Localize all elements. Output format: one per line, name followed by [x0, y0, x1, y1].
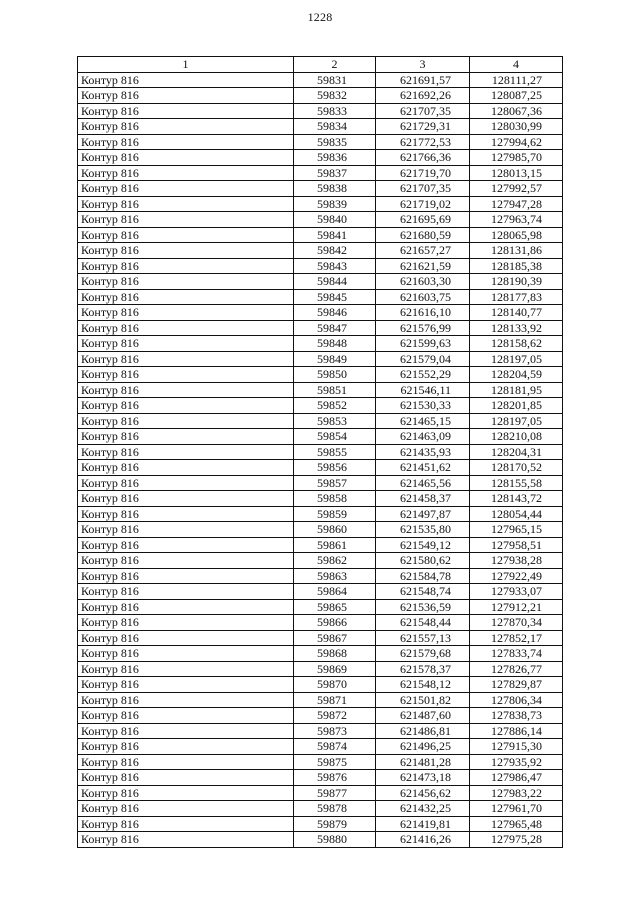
point-number-cell: 59852: [294, 398, 376, 414]
contour-name-cell: Контур 816: [78, 584, 294, 600]
x-coordinate-cell: 621603,30: [376, 274, 470, 290]
point-number-cell: 59860: [294, 522, 376, 538]
point-number-cell: 59839: [294, 196, 376, 212]
point-number-cell: 59838: [294, 181, 376, 197]
contour-name-cell: Контур 816: [78, 801, 294, 817]
contour-name-cell: Контур 816: [78, 537, 294, 553]
contour-name-cell: Контур 816: [78, 165, 294, 181]
point-number-cell: 59834: [294, 119, 376, 135]
y-coordinate-cell: 128204,31: [470, 444, 563, 460]
y-coordinate-cell: 127852,17: [470, 630, 563, 646]
table-row: [78, 382, 563, 398]
contour-name-cell: Контур 816: [78, 677, 294, 693]
contour-name-cell: Контур 816: [78, 522, 294, 538]
x-coordinate-cell: 621548,74: [376, 584, 470, 600]
point-number-cell: 59869: [294, 661, 376, 677]
x-coordinate-cell: 621766,36: [376, 150, 470, 166]
y-coordinate-cell: 128204,59: [470, 367, 563, 383]
y-coordinate-cell: 127994,62: [470, 134, 563, 150]
table-row: [78, 677, 563, 693]
contour-name-cell: Контур 816: [78, 181, 294, 197]
contour-name-cell: Контур 816: [78, 212, 294, 228]
table-row: [78, 103, 563, 119]
y-coordinate-cell: 128111,27: [470, 72, 563, 88]
point-number-cell: 59844: [294, 274, 376, 290]
x-coordinate-cell: 621501,82: [376, 692, 470, 708]
point-number-cell: 59875: [294, 754, 376, 770]
y-coordinate-cell: 128065,98: [470, 227, 563, 243]
contour-name-cell: Контур 816: [78, 305, 294, 321]
contour-name-cell: Контур 816: [78, 320, 294, 336]
column-header-1: 1: [78, 57, 294, 73]
point-number-cell: 59840: [294, 212, 376, 228]
y-coordinate-cell: 127806,34: [470, 692, 563, 708]
table-row: [78, 150, 563, 166]
point-number-cell: 59832: [294, 88, 376, 104]
contour-name-cell: Контур 816: [78, 770, 294, 786]
x-coordinate-cell: 621546,11: [376, 382, 470, 398]
point-number-cell: 59837: [294, 165, 376, 181]
x-coordinate-cell: 621599,63: [376, 336, 470, 352]
y-coordinate-cell: 128197,05: [470, 351, 563, 367]
table-row: [78, 243, 563, 259]
y-coordinate-cell: 127992,57: [470, 181, 563, 197]
y-coordinate-cell: 128197,05: [470, 413, 563, 429]
x-coordinate-cell: 621416,26: [376, 832, 470, 848]
contour-name-cell: Контур 816: [78, 134, 294, 150]
table-row: [78, 739, 563, 755]
x-coordinate-cell: 621580,62: [376, 553, 470, 569]
x-coordinate-cell: 621458,37: [376, 491, 470, 507]
point-number-cell: 59855: [294, 444, 376, 460]
point-number-cell: 59843: [294, 258, 376, 274]
y-coordinate-cell: 128131,86: [470, 243, 563, 259]
y-coordinate-cell: 127935,92: [470, 754, 563, 770]
contour-name-cell: Контур 816: [78, 429, 294, 445]
table-row: [78, 134, 563, 150]
x-coordinate-cell: 621463,09: [376, 429, 470, 445]
point-number-cell: 59862: [294, 553, 376, 569]
table-row: [78, 816, 563, 832]
x-coordinate-cell: 621719,70: [376, 165, 470, 181]
table-row: [78, 119, 563, 135]
x-coordinate-cell: 621549,12: [376, 537, 470, 553]
y-coordinate-cell: 127983,22: [470, 785, 563, 801]
table-row: [78, 351, 563, 367]
y-coordinate-cell: 127886,14: [470, 723, 563, 739]
y-coordinate-cell: 128177,83: [470, 289, 563, 305]
contour-name-cell: Контур 816: [78, 88, 294, 104]
table-row: [78, 630, 563, 646]
point-number-cell: 59866: [294, 615, 376, 631]
point-number-cell: 59870: [294, 677, 376, 693]
point-number-cell: 59831: [294, 72, 376, 88]
point-number-cell: 59858: [294, 491, 376, 507]
contour-name-cell: Контур 816: [78, 243, 294, 259]
x-coordinate-cell: 621481,28: [376, 754, 470, 770]
table-row: [78, 227, 563, 243]
table-row: [78, 553, 563, 569]
table-row: [78, 785, 563, 801]
contour-name-cell: Контур 816: [78, 289, 294, 305]
contour-name-cell: Контур 816: [78, 227, 294, 243]
contour-name-cell: Контур 816: [78, 739, 294, 755]
table-row: [78, 196, 563, 212]
table-row: [78, 336, 563, 352]
table-row: [78, 801, 563, 817]
point-number-cell: 59850: [294, 367, 376, 383]
y-coordinate-cell: 128030,99: [470, 119, 563, 135]
contour-name-cell: Контур 816: [78, 553, 294, 569]
contour-name-cell: Контур 816: [78, 661, 294, 677]
contour-name-cell: Контур 816: [78, 413, 294, 429]
table-row: [78, 88, 563, 104]
y-coordinate-cell: 127829,87: [470, 677, 563, 693]
x-coordinate-cell: 621603,75: [376, 289, 470, 305]
table-row: [78, 305, 563, 321]
x-coordinate-cell: 621616,10: [376, 305, 470, 321]
y-coordinate-cell: 127922,49: [470, 568, 563, 584]
x-coordinate-cell: 621579,04: [376, 351, 470, 367]
contour-name-cell: Контур 816: [78, 708, 294, 724]
point-number-cell: 59865: [294, 599, 376, 615]
table-row: [78, 413, 563, 429]
x-coordinate-cell: 621548,44: [376, 615, 470, 631]
point-number-cell: 59835: [294, 134, 376, 150]
point-number-cell: 59833: [294, 103, 376, 119]
contour-name-cell: Контур 816: [78, 72, 294, 88]
contour-name-cell: Контур 816: [78, 351, 294, 367]
table-row: [78, 646, 563, 662]
point-number-cell: 59868: [294, 646, 376, 662]
x-coordinate-cell: 621435,93: [376, 444, 470, 460]
contour-name-cell: Контур 816: [78, 630, 294, 646]
table-row: [78, 522, 563, 538]
table-row: [78, 584, 563, 600]
x-coordinate-cell: 621691,57: [376, 72, 470, 88]
point-number-cell: 59864: [294, 584, 376, 600]
point-number-cell: 59867: [294, 630, 376, 646]
table-row: [78, 754, 563, 770]
point-number-cell: 59848: [294, 336, 376, 352]
point-number-cell: 59876: [294, 770, 376, 786]
y-coordinate-cell: 128201,85: [470, 398, 563, 414]
table-row: [78, 444, 563, 460]
contour-name-cell: Контур 816: [78, 816, 294, 832]
y-coordinate-cell: 127915,30: [470, 739, 563, 755]
table-row: [78, 832, 563, 848]
x-coordinate-cell: 621465,15: [376, 413, 470, 429]
column-header-4: 4: [470, 57, 563, 73]
x-coordinate-cell: 621621,59: [376, 258, 470, 274]
table-header-row: [78, 57, 563, 73]
x-coordinate-cell: 621719,02: [376, 196, 470, 212]
point-number-cell: 59861: [294, 537, 376, 553]
contour-name-cell: Контур 816: [78, 723, 294, 739]
table-row: [78, 165, 563, 181]
point-number-cell: 59871: [294, 692, 376, 708]
x-coordinate-cell: 621576,99: [376, 320, 470, 336]
coordinates-table: [77, 56, 563, 848]
contour-name-cell: Контур 816: [78, 646, 294, 662]
x-coordinate-cell: 621548,12: [376, 677, 470, 693]
x-coordinate-cell: 621772,53: [376, 134, 470, 150]
contour-name-cell: Контур 816: [78, 196, 294, 212]
point-number-cell: 59879: [294, 816, 376, 832]
contour-name-cell: Контур 816: [78, 785, 294, 801]
contour-name-cell: Контур 816: [78, 336, 294, 352]
y-coordinate-cell: 128143,72: [470, 491, 563, 507]
contour-name-cell: Контур 816: [78, 832, 294, 848]
y-coordinate-cell: 128133,92: [470, 320, 563, 336]
contour-name-cell: Контур 816: [78, 754, 294, 770]
x-coordinate-cell: 621497,87: [376, 506, 470, 522]
contour-name-cell: Контур 816: [78, 692, 294, 708]
x-coordinate-cell: 621419,81: [376, 816, 470, 832]
x-coordinate-cell: 621486,81: [376, 723, 470, 739]
point-number-cell: 59836: [294, 150, 376, 166]
y-coordinate-cell: 128181,95: [470, 382, 563, 398]
y-coordinate-cell: 127985,70: [470, 150, 563, 166]
x-coordinate-cell: 621496,25: [376, 739, 470, 755]
y-coordinate-cell: 128190,39: [470, 274, 563, 290]
column-header-3: 3: [376, 57, 470, 73]
table-row: [78, 723, 563, 739]
table-row: [78, 692, 563, 708]
table-row: [78, 320, 563, 336]
point-number-cell: 59853: [294, 413, 376, 429]
table-row: [78, 537, 563, 553]
y-coordinate-cell: 128013,15: [470, 165, 563, 181]
contour-name-cell: Контур 816: [78, 506, 294, 522]
y-coordinate-cell: 128210,08: [470, 429, 563, 445]
x-coordinate-cell: 621536,59: [376, 599, 470, 615]
table-row: [78, 770, 563, 786]
table-row: [78, 181, 563, 197]
y-coordinate-cell: 127833,74: [470, 646, 563, 662]
y-coordinate-cell: 128067,36: [470, 103, 563, 119]
y-coordinate-cell: 128155,58: [470, 475, 563, 491]
y-coordinate-cell: 128140,77: [470, 305, 563, 321]
point-number-cell: 59880: [294, 832, 376, 848]
point-number-cell: 59847: [294, 320, 376, 336]
point-number-cell: 59859: [294, 506, 376, 522]
contour-name-cell: Контур 816: [78, 150, 294, 166]
contour-name-cell: Контур 816: [78, 475, 294, 491]
point-number-cell: 59874: [294, 739, 376, 755]
page-number: 1228: [307, 10, 333, 24]
y-coordinate-cell: 128158,62: [470, 336, 563, 352]
x-coordinate-cell: 621451,62: [376, 460, 470, 476]
point-number-cell: 59856: [294, 460, 376, 476]
point-number-cell: 59846: [294, 305, 376, 321]
point-number-cell: 59845: [294, 289, 376, 305]
y-coordinate-cell: 127838,73: [470, 708, 563, 724]
point-number-cell: 59849: [294, 351, 376, 367]
table-row: [78, 258, 563, 274]
x-coordinate-cell: 621578,37: [376, 661, 470, 677]
table-row: [78, 491, 563, 507]
contour-name-cell: Контур 816: [78, 103, 294, 119]
y-coordinate-cell: 127826,77: [470, 661, 563, 677]
contour-name-cell: Контур 816: [78, 615, 294, 631]
y-coordinate-cell: 128185,38: [470, 258, 563, 274]
y-coordinate-cell: 128087,25: [470, 88, 563, 104]
table-row: [78, 568, 563, 584]
y-coordinate-cell: 127938,28: [470, 553, 563, 569]
x-coordinate-cell: 621535,80: [376, 522, 470, 538]
point-number-cell: 59863: [294, 568, 376, 584]
table-row: [78, 460, 563, 476]
x-coordinate-cell: 621695,69: [376, 212, 470, 228]
contour-name-cell: Контур 816: [78, 491, 294, 507]
y-coordinate-cell: 127975,28: [470, 832, 563, 848]
x-coordinate-cell: 621530,33: [376, 398, 470, 414]
table-row: [78, 72, 563, 88]
table-body: [78, 72, 563, 847]
table-row: [78, 274, 563, 290]
x-coordinate-cell: 621557,13: [376, 630, 470, 646]
x-coordinate-cell: 621432,25: [376, 801, 470, 817]
x-coordinate-cell: 621707,35: [376, 103, 470, 119]
x-coordinate-cell: 621552,29: [376, 367, 470, 383]
y-coordinate-cell: 127912,21: [470, 599, 563, 615]
table-row: [78, 429, 563, 445]
x-coordinate-cell: 621473,18: [376, 770, 470, 786]
point-number-cell: 59851: [294, 382, 376, 398]
x-coordinate-cell: 621456,62: [376, 785, 470, 801]
y-coordinate-cell: 127986,47: [470, 770, 563, 786]
contour-name-cell: Контур 816: [78, 460, 294, 476]
contour-name-cell: Контур 816: [78, 398, 294, 414]
point-number-cell: 59877: [294, 785, 376, 801]
x-coordinate-cell: 621584,78: [376, 568, 470, 584]
x-coordinate-cell: 621729,31: [376, 119, 470, 135]
contour-name-cell: Контур 816: [78, 367, 294, 383]
point-number-cell: 59878: [294, 801, 376, 817]
contour-name-cell: Контур 816: [78, 274, 294, 290]
y-coordinate-cell: 127933,07: [470, 584, 563, 600]
contour-name-cell: Контур 816: [78, 382, 294, 398]
y-coordinate-cell: 127965,48: [470, 816, 563, 832]
table-row: [78, 708, 563, 724]
contour-name-cell: Контур 816: [78, 119, 294, 135]
x-coordinate-cell: 621487,60: [376, 708, 470, 724]
y-coordinate-cell: 127963,74: [470, 212, 563, 228]
y-coordinate-cell: 127965,15: [470, 522, 563, 538]
point-number-cell: 59841: [294, 227, 376, 243]
contour-name-cell: Контур 816: [78, 568, 294, 584]
y-coordinate-cell: 128054,44: [470, 506, 563, 522]
x-coordinate-cell: 621680,59: [376, 227, 470, 243]
table-row: [78, 661, 563, 677]
point-number-cell: 59872: [294, 708, 376, 724]
x-coordinate-cell: 621465,56: [376, 475, 470, 491]
contour-name-cell: Контур 816: [78, 258, 294, 274]
x-coordinate-cell: 621707,35: [376, 181, 470, 197]
y-coordinate-cell: 127961,70: [470, 801, 563, 817]
point-number-cell: 59854: [294, 429, 376, 445]
table-row: [78, 615, 563, 631]
y-coordinate-cell: 127870,34: [470, 615, 563, 631]
x-coordinate-cell: 621579,68: [376, 646, 470, 662]
y-coordinate-cell: 127958,51: [470, 537, 563, 553]
column-header-2: 2: [294, 57, 376, 73]
table-row: [78, 289, 563, 305]
contour-name-cell: Контур 816: [78, 444, 294, 460]
point-number-cell: 59842: [294, 243, 376, 259]
table-row: [78, 506, 563, 522]
x-coordinate-cell: 621657,27: [376, 243, 470, 259]
y-coordinate-cell: 127947,28: [470, 196, 563, 212]
contour-name-cell: Контур 816: [78, 599, 294, 615]
table-row: [78, 475, 563, 491]
table-row: [78, 367, 563, 383]
point-number-cell: 59857: [294, 475, 376, 491]
point-number-cell: 59873: [294, 723, 376, 739]
table-row: [78, 398, 563, 414]
table-row: [78, 599, 563, 615]
table-row: [78, 212, 563, 228]
y-coordinate-cell: 128170,52: [470, 460, 563, 476]
x-coordinate-cell: 621692,26: [376, 88, 470, 104]
